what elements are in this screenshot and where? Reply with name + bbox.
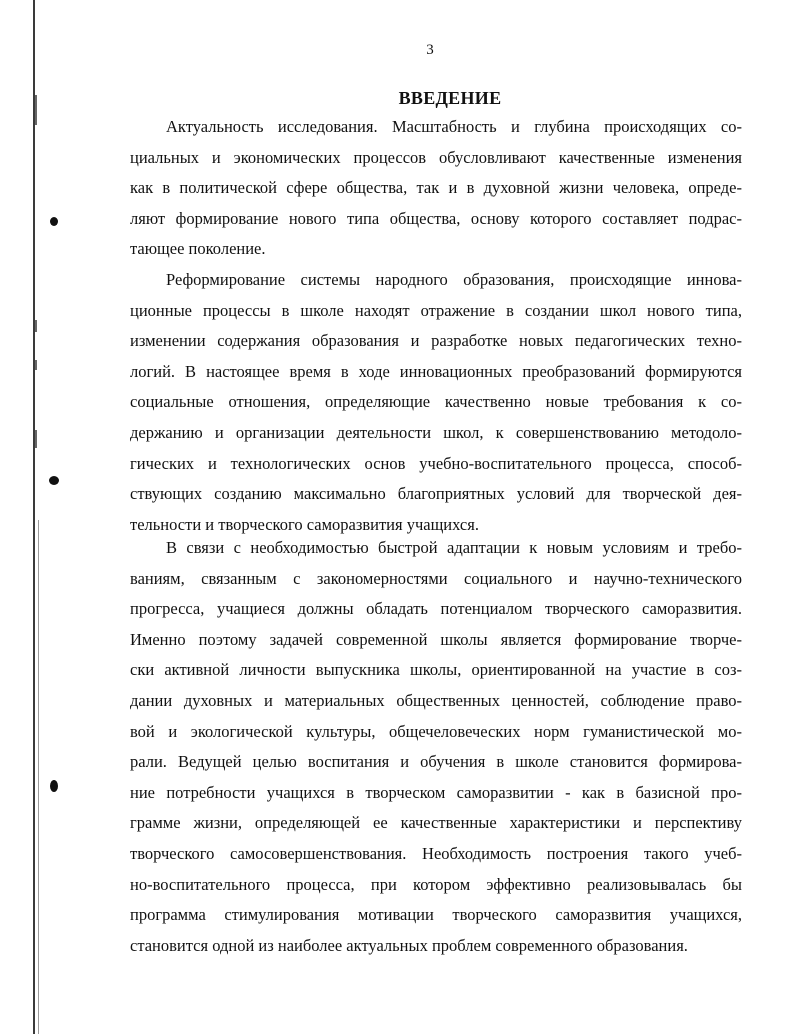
text-line: циальных и экономических процессов обусловливают качественные изменения: [130, 147, 742, 167]
scan-edge-line-faint: [38, 520, 39, 1034]
text-line: творческого самосовершенствования. Необходимость построения такого учеб-: [130, 843, 742, 863]
text-line: грамме жизни, определяющей ее качественные характеристики и перспективу: [130, 813, 742, 833]
scan-blot: [50, 780, 58, 792]
page-number: 3: [426, 42, 434, 58]
scan-mark: [35, 360, 37, 370]
scan-blot: [50, 217, 58, 226]
text-line: ски активной личности выпускника школы, ориентированной на участие в соз-: [130, 660, 742, 680]
scan-mark: [35, 320, 37, 332]
text-line: ляют формирование нового типа общества, основу которого составляет подрас-: [130, 208, 742, 228]
text-line: ционные процессы в школе находят отражение в создании школ нового типа,: [130, 300, 742, 320]
text-line: дании духовных и материальных общественных ценностей, соблюдение право-: [130, 690, 742, 710]
scan-edge-line: [33, 0, 35, 1034]
text-line: прогресса, учащиеся должны обладать потенциалом творческого саморазвития.: [130, 599, 742, 619]
text-line: В связи с необходимостью быстрой адаптации к новым условиям и требо-: [166, 538, 742, 557]
scan-blot: [49, 476, 59, 485]
text-line: ние потребности учащихся в творческом саморазвитии - как в базисной про-: [130, 782, 742, 802]
text-line: Реформирование системы народного образования, происходящие иннова-: [166, 270, 742, 289]
paragraph-1: [130, 112, 742, 265]
text-line: Именно поэтому задачей современной школы является формирование творче-: [130, 629, 742, 649]
text-line: социальные отношения, определяющие качественно новые требования к со-: [130, 392, 742, 412]
text-line: тающее поколение.: [130, 239, 266, 259]
text-line: изменении содержания образования и разработке новых педагогических техно-: [130, 331, 742, 351]
text-line: ваниям, связанным с закономерностями социального и научно-технического: [130, 568, 742, 588]
text-line: но-воспитательного процесса, при котором эффективно реализовывалась бы: [130, 874, 742, 894]
text-line: как в политической сфере общества, так и в духовной жизни человека, опреде-: [130, 178, 742, 198]
paragraph-2: [130, 265, 742, 540]
scan-mark: [35, 430, 37, 448]
text-line: вой и экологической культуры, общечеловеческих норм гуманистической мо-: [130, 721, 742, 741]
text-line: держанию и организации деятельности школ, к совершенствованию методоло-: [130, 422, 742, 442]
text-line: гических и технологических основ учебно-воспитательного процесса, способ-: [130, 453, 742, 473]
text-line: рали. Ведущей целью воспитания и обучения в школе становится формирова-: [130, 752, 742, 772]
text-line: логий. В настоящее время в ходе инновационных преобразований формируются: [130, 361, 742, 381]
text-line: Актуальность исследования. Масштабность и глубина происходящих со-: [166, 117, 742, 136]
section-heading: ВВЕДЕНИЕ: [398, 88, 502, 108]
paragraph-3: [130, 533, 742, 961]
text-line: программа стимулирования мотивации творческого саморазвития учащихся,: [130, 905, 742, 925]
text-line: тельности и творческого саморазвития учащихся.: [130, 514, 479, 534]
text-line: становится одной из наиболее актуальных проблем современного образования.: [130, 935, 688, 955]
text-line: ствующих созданию максимально благоприятных условий для творческой дея-: [130, 484, 742, 504]
